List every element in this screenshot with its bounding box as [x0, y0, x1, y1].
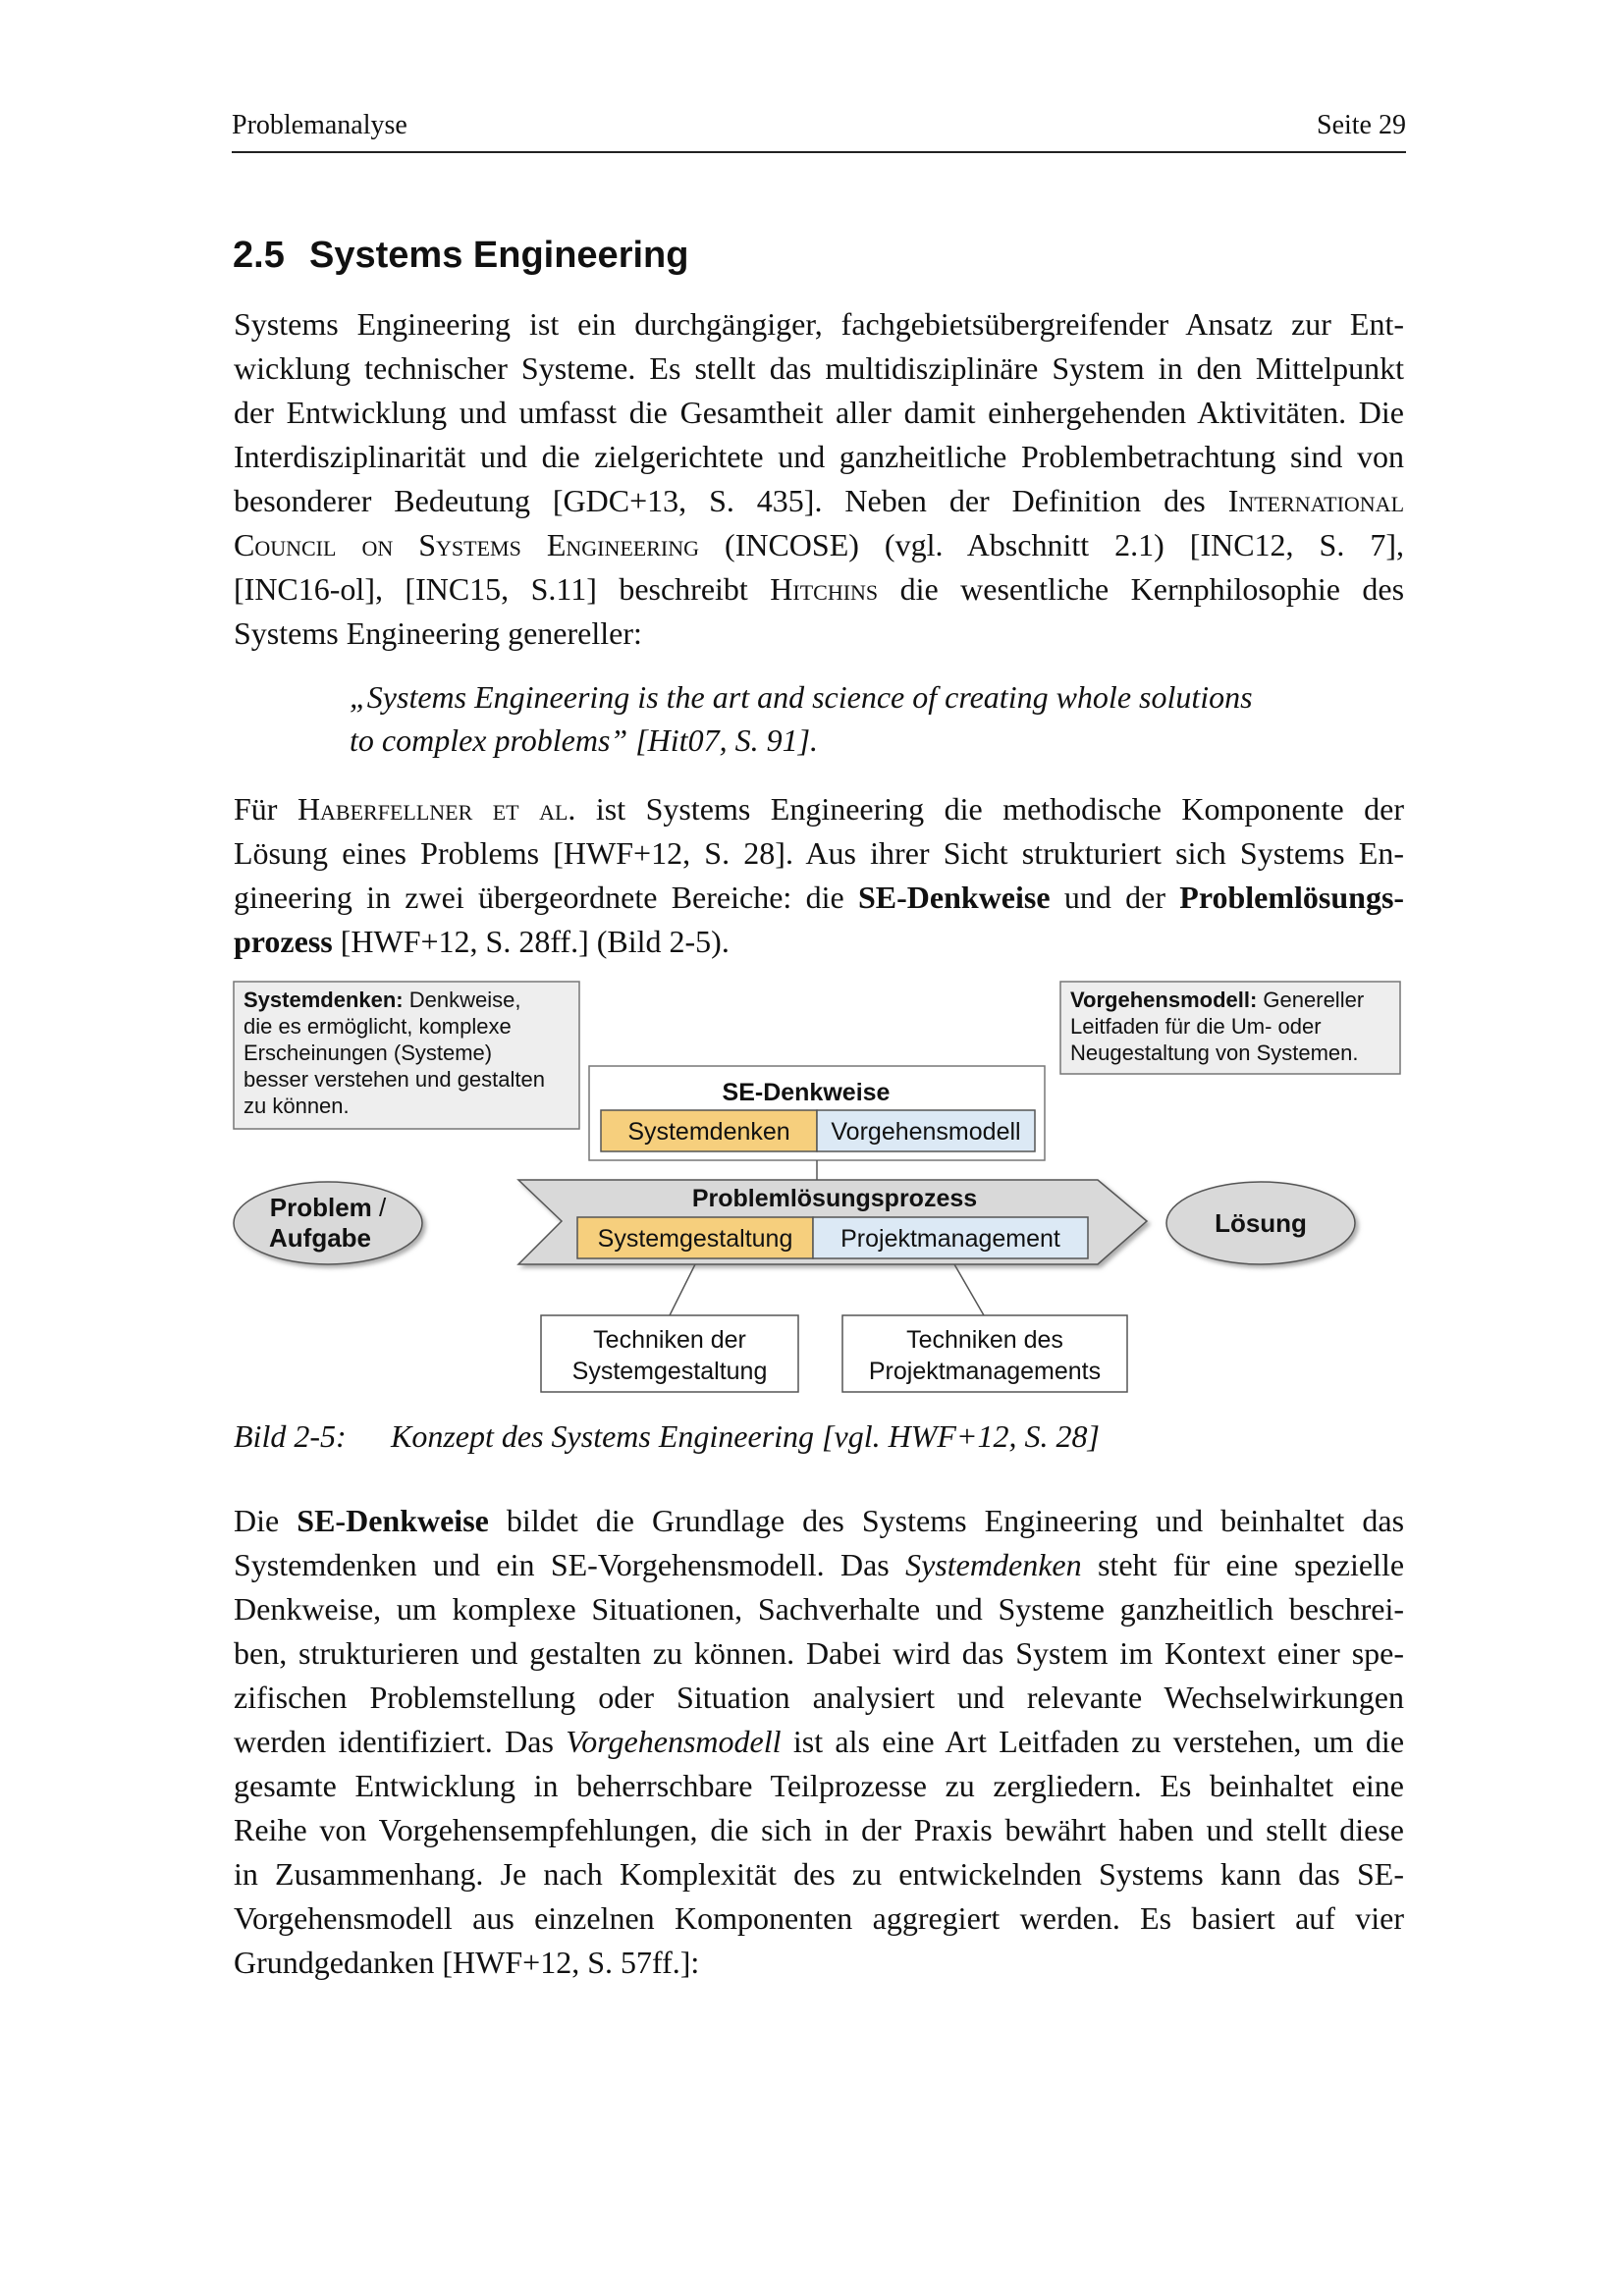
- organisation-name: Council: [234, 527, 337, 562]
- prozess-title: Problemlösungsprozess: [691, 1185, 978, 1212]
- text-line: [234, 1499, 1404, 1543]
- loesung-node: [1166, 1182, 1355, 1264]
- author-name: Haberfellner et al.: [297, 791, 576, 827]
- vorgehensmodell-label: Vorgehensmodell: [831, 1118, 1021, 1146]
- text-line: zifischen Problemstellung oder Situation analysiert und relevante Wechselwirkungen: [234, 1680, 1404, 1715]
- text-line: [234, 876, 1404, 920]
- bold-term: Problemlösungs-: [1179, 880, 1405, 915]
- text-segment: [INC16-ol], [INC15, S.11] beschreibt: [234, 571, 748, 607]
- projektmanagement-label: Projektmanagement: [840, 1225, 1060, 1253]
- section-title: Systems Engineering: [309, 235, 689, 276]
- note-line: zu können.: [244, 1094, 350, 1118]
- text-segment: ist Systems Engineering die methodische Komponente der: [595, 791, 1405, 827]
- caption-label: Bild 2-5:: [234, 1418, 347, 1454]
- text-segment: ist als eine Art Leitfaden zu verstehen, um die: [792, 1724, 1405, 1759]
- note-line: Neugestaltung von Systemen.: [1070, 1041, 1359, 1065]
- text-segment: Für: [234, 791, 278, 827]
- text-segment: bildet die Grundlage des Systems Engineering und beinhaltet das: [506, 1503, 1405, 1538]
- box-line: Techniken der: [593, 1326, 746, 1354]
- loesung-label: Lösung: [1215, 1208, 1307, 1238]
- note-text: Genereller: [1263, 988, 1365, 1012]
- systemdenken-label: Systemdenken: [627, 1118, 790, 1146]
- text-segment: und der: [1063, 880, 1165, 915]
- text-line: Lösung eines Problems [HWF+12, S. 28]. Aus ihrer Sicht strukturiert sich Systems En-: [234, 835, 1404, 871]
- text-line: [234, 479, 1404, 523]
- text-line: in Zusammenhang. Je nach Komplexität des zu entwickelnden Systems kann das SE-: [234, 1856, 1404, 1892]
- note-bold: Vorgehensmodell:: [1070, 988, 1258, 1012]
- box-line: Systemgestaltung: [571, 1358, 768, 1385]
- techniken-projektmanagement-box: [842, 1315, 1127, 1392]
- quote-line: „Systems Engineering is the art and science of creating whole solutions: [350, 679, 1253, 715]
- box-line: Projektmanagements: [868, 1358, 1102, 1385]
- connector-line: [670, 1264, 695, 1315]
- se-denkweise-box: [589, 1066, 1045, 1160]
- organisation-name: Systems Engineering: [418, 527, 700, 562]
- text-segment: werden identifiziert. Das: [234, 1724, 554, 1759]
- connector-line: [954, 1264, 984, 1315]
- italic-term: Vorgehensmodell: [566, 1724, 782, 1759]
- header-page-number: Seite 29: [1317, 110, 1406, 140]
- section-heading: [233, 228, 688, 283]
- vorgehensmodell-note: [1060, 982, 1400, 1074]
- text-line: Systems Engineering genereller:: [234, 615, 642, 651]
- figure-caption: [234, 1415, 1100, 1458]
- note-line: Erscheinungen (Systeme): [244, 1041, 493, 1065]
- author-name: International: [1227, 483, 1405, 518]
- header-chapter: Problemanalyse: [232, 110, 407, 140]
- systemdenken-note: [234, 982, 579, 1129]
- bold-term: prozess: [234, 924, 333, 959]
- text-segment: Die: [234, 1503, 280, 1538]
- paragraph-se-denkweise: [234, 1499, 1404, 1985]
- text-line: Systems Engineering ist ein durchgängiger, fachgebietsübergreifender Ansatz zur Ent-: [234, 306, 1404, 342]
- caption-text: Konzept des Systems Engineering [vgl. HWF+12, S. 28]: [391, 1418, 1100, 1454]
- problem-label: Problem /: [269, 1193, 387, 1222]
- note-line: Leitfaden für die Um- oder: [1070, 1014, 1322, 1039]
- text-line: [234, 1720, 1404, 1764]
- text-line: Grundgedanken [HWF+12, S. 57ff.]:: [234, 1945, 700, 1980]
- box-line: Techniken des: [906, 1326, 1063, 1354]
- text-segment: (INCOSE) (vgl. Abschnitt 2.1) [INC12, S. 7],: [725, 527, 1404, 562]
- se-concept-diagram: [232, 978, 1410, 1402]
- note-line: die es ermöglicht, komplexe: [244, 1014, 512, 1039]
- block-quote: [350, 675, 1331, 762]
- note-text: Denkweise,: [408, 988, 521, 1012]
- text-segment: [HWF+12, S. 28ff.] (Bild 2-5).: [340, 924, 730, 959]
- problem-node: [234, 1182, 422, 1264]
- text-line: Reihe von Vorgehensempfehlungen, die sich in der Praxis bewährt haben und stellt diese: [234, 1812, 1404, 1847]
- text-line: [234, 523, 1404, 567]
- text-line: [234, 1543, 1404, 1587]
- author-name: Hitchins: [770, 571, 879, 607]
- text-line: [234, 920, 1404, 964]
- running-header: [232, 108, 1406, 153]
- aufgabe-label: Aufgabe: [269, 1223, 371, 1253]
- problem-word: Problem: [269, 1193, 372, 1222]
- text-segment: steht für eine spezielle: [1097, 1547, 1405, 1582]
- paragraph-haberfellner: [234, 787, 1404, 964]
- se-denkweise-title: SE-Denkweise: [722, 1079, 891, 1106]
- note-line: besser verstehen und gestalten: [244, 1067, 545, 1092]
- text-segment: die wesentliche Kernphilosophie des: [899, 571, 1405, 607]
- text-segment: gineering in zwei übergeordnete Bereiche: die: [234, 880, 844, 915]
- text-line: ben, strukturieren und gestalten zu können. Dabei wird das System im Kontext einer spe-: [234, 1635, 1404, 1671]
- bold-term: SE-Denkweise: [297, 1503, 489, 1538]
- italic-term: Systemdenken: [905, 1547, 1082, 1582]
- note-bold: Systemdenken:: [244, 988, 404, 1012]
- text-line: wicklung technischer Systeme. Es stellt das multidisziplinäre System in den Mittelpunkt: [234, 350, 1404, 386]
- text-line: [234, 787, 1404, 831]
- techniken-systemgestaltung-box: [541, 1315, 798, 1392]
- quote-line: to complex problems” [Hit07, S. 91].: [350, 722, 819, 758]
- note-line: [244, 988, 520, 1012]
- text-line: Interdisziplinarität und die zielgerichtete und ganzheitliche Problembetrachtung sind von: [234, 439, 1404, 474]
- paragraph-intro: [234, 302, 1404, 656]
- text-line: der Entwicklung und umfasst die Gesamtheit aller damit einhergehenden Aktivitäten. Die: [234, 395, 1404, 430]
- text-segment: besonderer Bedeutung [GDC+13, S. 435]. Neben der Definition des: [234, 483, 1206, 518]
- text-line: Vorgehensmodell aus einzelnen Komponenten aggregiert werden. Es basiert auf vier: [234, 1900, 1404, 1936]
- text-segment: Systemdenken und ein SE-Vorgehensmodell. Das: [234, 1547, 890, 1582]
- text-line: [234, 567, 1404, 612]
- text-line: Denkweise, um komplexe Situationen, Sachverhalte und Systeme ganzheitlich beschrei-: [234, 1591, 1404, 1627]
- note-line: [1070, 988, 1364, 1012]
- text-line: gesamte Entwicklung in beherrschbare Teilprozesse zu zergliedern. Es beinhaltet eine: [234, 1768, 1404, 1803]
- systemgestaltung-label: Systemgestaltung: [597, 1225, 793, 1253]
- section-number: 2.5: [233, 235, 285, 276]
- problemloesungsprozess-arrow: [518, 1180, 1147, 1264]
- organisation-name: on: [361, 527, 394, 562]
- bold-term: SE-Denkweise: [857, 880, 1051, 915]
